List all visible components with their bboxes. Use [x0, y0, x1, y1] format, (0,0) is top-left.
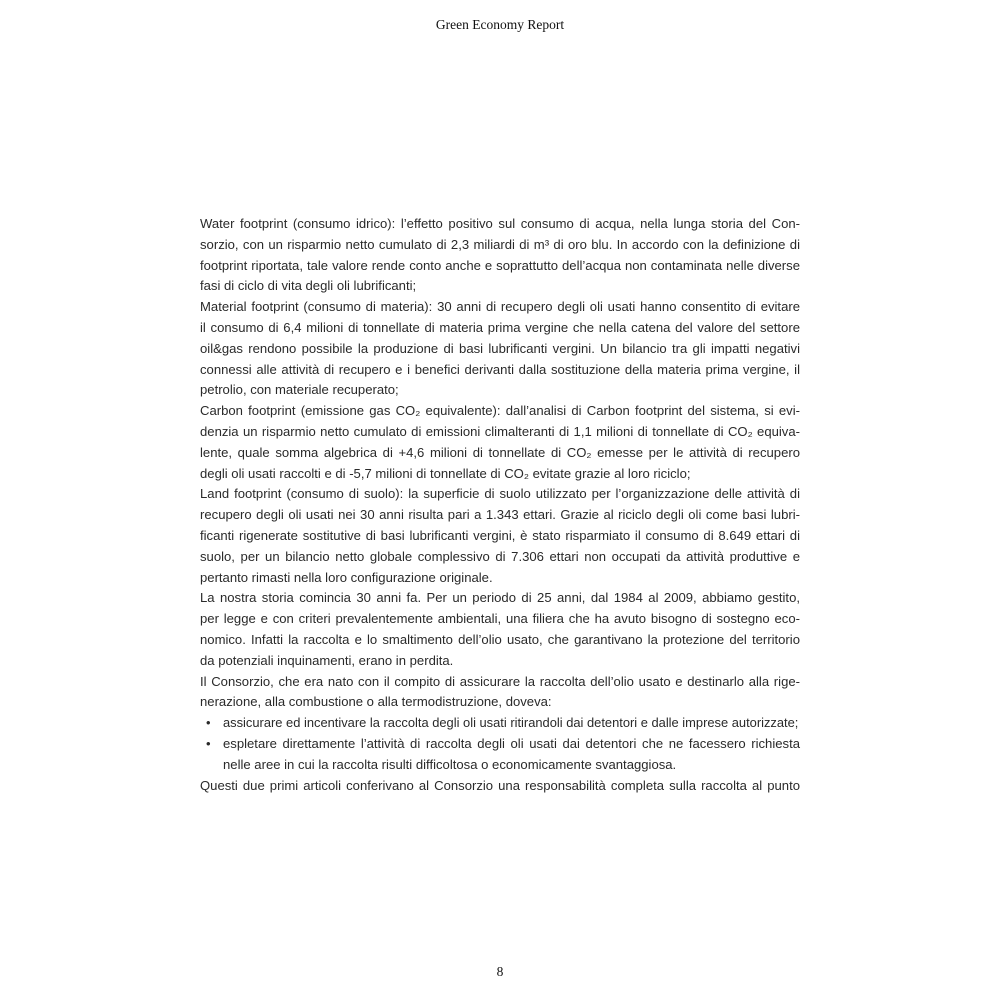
text-line: Material footprint (consumo di materia): 30 anni di recupero degli oli usati hanno consentito di evitare [200, 299, 800, 315]
bullet-text: espletare direttamente l’attività di raccolta degli oli usati dai detentori che ne facessero richiesta [223, 735, 800, 751]
text-line: denzia un risparmio netto cumulato di emissioni climalteranti di 1,1 milioni di tonnellate di CO₂ equiva- [200, 423, 800, 439]
page-number: 8 [496, 964, 504, 979]
text-line: pertanto rimasti nella loro configurazione originale. [200, 569, 493, 585]
text-line: recupero degli oli usati nei 30 anni risulta pari a 1.343 ettari. Grazie al riciclo degli oli come basi lubri- [200, 507, 800, 523]
text-line: Water footprint (consumo idrico): l’effetto positivo sul consumo di acqua, nella lunga storia del Con- [200, 216, 800, 231]
body-text [200, 214, 800, 796]
text-line: per legge e con criteri prevalentemente ambientali, una filiera che ha avuto bisogno di sostegno eco- [200, 611, 800, 627]
text-line: footprint riportata, tale valore rende conto anche e soprattutto dell’acqua non contaminata nelle diverse [200, 257, 800, 273]
bullet-continuation [200, 755, 800, 776]
text-line: degli oli usati raccolti e di -5,7 milioni di tonnellate di CO₂ evitate grazie al loro riciclo; [200, 465, 691, 481]
bullet-text: nelle aree in cui la raccolta risulti difficoltosa o economicamente svantaggiosa. [223, 756, 677, 772]
text-line: fasi di ciclo di vita degli oli lubrificanti; [200, 278, 417, 294]
text-line: Land footprint (consumo di suolo): la superficie di suolo utilizzato per l’organizzazione delle attività di [200, 486, 800, 502]
text-line: suolo, per un bilancio netto globale complessivo di 7.306 ettari non occupati da attività produttive e [200, 548, 800, 564]
text-line: sorzio, con un risparmio netto cumulato di 2,3 miliardi di m³ di oro blu. In accordo con la definizione di [200, 236, 800, 252]
text-line: connessi alle attività di recupero e i benefici derivanti dalla sostituzione della materia prima vergine, il [200, 361, 800, 377]
bullet-icon: • [206, 715, 211, 731]
text-line: nomico. Infatti la raccolta e lo smaltimento dell’olio usato, che garantivano la protezione del territorio [200, 631, 800, 647]
text-line: Il Consorzio, che era nato con il compito di assicurare la raccolta dell’olio usato e destinarlo alla rige- [200, 673, 800, 689]
bullet-item [200, 734, 800, 755]
text-line: ficanti rigenerate sostitutive di basi lubrificanti vergini, è stato risparmiato il consumo di 8.649 ettari di [200, 527, 800, 543]
text-line: lente, quale somma algebrica di +4,6 milioni di tonnellate di CO₂ emesse per le attività di recupero [200, 444, 800, 460]
bullet-icon: • [206, 735, 211, 751]
text-line: il consumo di 6,4 milioni di tonnellate di materia prima vergine che nella catena del valore del settore [200, 319, 800, 335]
text-line: da potenziali inquinamenti, erano in perdita. [200, 652, 454, 668]
text-line: petrolio, con materiale recuperato; [200, 382, 399, 398]
running-header: Green Economy Report [435, 17, 565, 32]
bullet-text: assicurare ed incentivare la raccolta degli oli usati ritirandoli dai detentori e dalle imprese autorizzate; [223, 715, 799, 731]
text-line: La nostra storia comincia 30 anni fa. Per un periodo di 25 anni, dal 1984 al 2009, abbiamo gestito, [200, 590, 800, 606]
text-line: Carbon footprint (emissione gas CO₂ equivalente): dall’analisi di Carbon footprint del sistema, si evi- [200, 403, 800, 419]
bullet-item [200, 713, 800, 734]
text-line: Questi due primi articoli conferivano al Consorzio una responsabilità completa sulla raccolta al punto [200, 777, 800, 793]
text-line: oil&gas rendono possibile la produzione di basi lubrificanti vergini. Un bilancio tra gli impatti negativi [200, 340, 800, 356]
text-line: nerazione, alla combustione o alla termodistruzione, doveva: [200, 694, 552, 710]
